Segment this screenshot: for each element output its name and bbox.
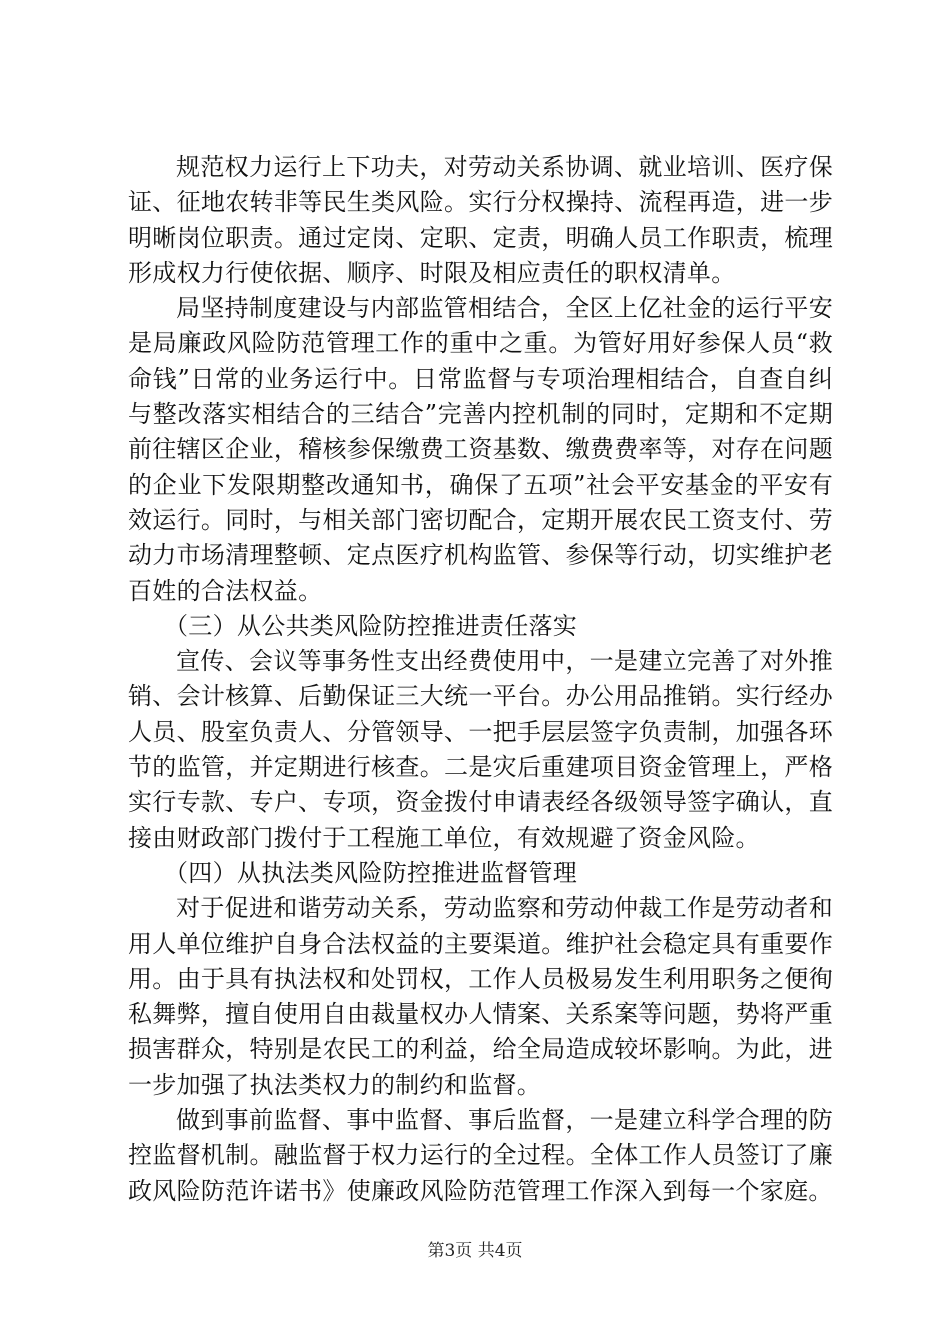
page-number-footer: 第3页 共4页: [427, 1241, 523, 1261]
paragraph-5: 做到事前监督、事中监督、事后监督，一是建立科学合理的防控监督机制。融监督于权力运行的全过程。全体工作人员签订了廉政风险防范许诺书》使廉政风险防范管理工作深入到每一个家庭。: [128, 1106, 833, 1205]
paragraph-1: 规范权力运行上下功夫，对劳动关系协调、就业培训、医疗保证、征地农转非等民生类风险。实行分权操持、流程再造，进一步明晰岗位职责。通过定岗、定职、定责，明确人员工作职责，梳理形成权力行使依据、顺序、时限及相应责任的职权清单。: [128, 153, 833, 287]
document-body: [128, 150, 833, 1209]
section-heading-3: （三）从公共类风险防控推进责任落实: [164, 611, 578, 640]
paragraph-3: 宣传、会议等事务性支出经费使用中，一是建立完善了对外推销、会计核算、后勤保证三大统一平台。办公用品推销。实行经办人员、股室负责人、分管领导、一把手层层签字负责制，加强各环节的监管，并定期进行核查。二是灾后重建项目资金管理上，严格实行专款、专户、专项，资金拨付申请表经各级领导签字确认，直接由财政部门拨付于工程施工单位，有效规避了资金风险。: [128, 647, 833, 852]
section-heading-4: （四）从执法类风险防控推进监督管理: [164, 858, 578, 887]
paragraph-2: 局坚持制度建设与内部监管相结合，全区上亿社金的运行平安是局廉政风险防范管理工作的重中之重。为管好用好参保人员“救命钱”日常的业务运行中。日常监督与专项治理相结合，自查自纠与整改落实相结合的三结合”完善内控机制的同时，定期和不定期前往辖区企业，稽核参保缴费工资基数、缴费费率等，对存在问题的企业下发限期整改通知书，确保了五项”社会平安基金的平安有效运行。同时，与相关部门密切配合，定期开展农民工资支付、劳动力市场清理整顿、定点医疗机构监管、参保等行动，切实维护老百姓的合法权益。: [128, 294, 833, 605]
paragraph-4: 对于促进和谐劳动关系，劳动监察和劳动仲裁工作是劳动者和用人单位维护自身合法权益的主要渠道。维护社会稳定具有重要作用。由于具有执法权和处罚权，工作人员极易发生利用职务之便徇私舞弊，擅自使用自由裁量权办人情案、关系案等问题，势将严重损害群众，特别是农民工的利益，给全局造成较坏影响。为此，进一步加强了执法类权力的制约和监督。: [128, 894, 833, 1099]
